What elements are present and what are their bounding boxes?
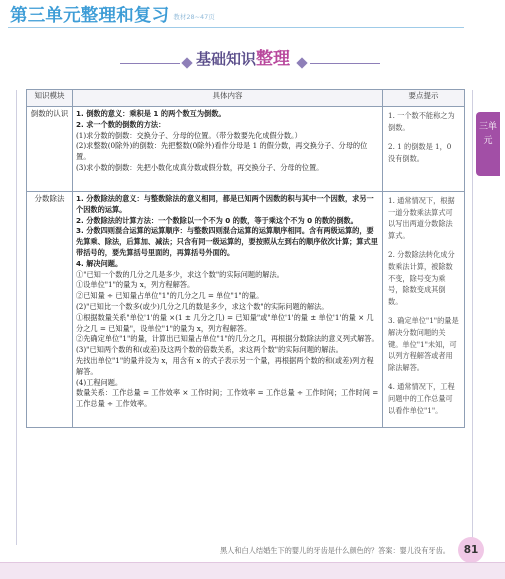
content-line: 2. 分数除法的计算方法：一个数除以一个不为 0 的数，等于乘这个不为 0 的数的倒数。 xyxy=(76,215,358,225)
content-line: 1. 分数除法的意义：与整数除法的意义相同，都是已知两个因数的积与其中一个因数，求另一个因数的运算。 xyxy=(76,194,374,214)
unit-title: 第三单元整理和复习 xyxy=(10,6,170,26)
content-cell xyxy=(73,107,383,192)
content-line: (2)求整数(0除外)的倒数：先把整数(0除外)看作分母是 1 的假分数，再交换分子、分母的位置。 xyxy=(76,141,368,162)
banner-diamond-left xyxy=(181,57,192,68)
tip-item: 2. 分数除法转化成分数乘法计算，被除数不变，除号变为乘号，除数变成其倒数。 xyxy=(388,250,455,306)
module-name: 分数除法 xyxy=(27,192,73,428)
header-module: 知识模块 xyxy=(27,90,73,107)
banner-diamond-right xyxy=(296,57,307,68)
section-title-main: 基础知识 xyxy=(196,50,257,68)
content-line: (1)求分数的倒数：交换分子、分母的位置。（带分数要先化成假分数。） xyxy=(76,130,302,140)
tips-cell xyxy=(383,192,465,428)
table-row xyxy=(27,107,465,192)
tip-item: 1. 通常情况下，根据一道分数乘法算式可以写出两道分数除法算式。 xyxy=(388,196,455,240)
tips-cell xyxy=(383,107,465,192)
header-content: 具体内容 xyxy=(73,90,383,107)
unit-side-tab: 三单元 xyxy=(476,112,500,176)
module-name: 倒数的认识 xyxy=(27,107,73,192)
content-line: 3. 分数四则混合运算的运算顺序：与整数四则混合运算的运算顺序相同。含有两级运算的，要先算乘、除法，后算加、减法；只含有同一级运算的，要按照从左到右的顺序依次计算；算式里带括号的，要先算括号里面的，再算括号外面的。 xyxy=(76,226,378,257)
content-line: ①根据数量关系"单位'1'的量 ×(1 ± 几分之几) = 已知量"或"单位'1'的量 ± 单位'1'的量 × 几分之几 = 已知量"，设单位"1"的量为 x，列方程解答。 xyxy=(76,312,374,333)
page-margin-line-left xyxy=(16,90,17,545)
tip-item: 1. 一个数不能称之为倒数。 xyxy=(388,111,455,132)
content-line: (3)求小数的倒数：先把小数化成真分数或假分数，再交换分子、分母的位置。 xyxy=(76,162,324,172)
table-header-row xyxy=(27,90,465,107)
knowledge-table xyxy=(26,89,465,428)
content-line: ②先确定单位"1"的量，计算出已知量占单位"1"的几分之几，再根据分数除法的意义列式解答。 xyxy=(76,334,379,344)
content-line: 先找出单位"1"的量并设为 x，用含有 x 的式子表示另一个量，再根据两个数的和(或差)列方程解答。 xyxy=(76,355,374,376)
tip-item: 3. 确定单位"1"的量是解决分数问题的关键。单位"1"未知，可以列方程解答或者用除法解答。 xyxy=(388,316,459,372)
header-tips: 要点提示 xyxy=(383,90,465,107)
header-divider xyxy=(8,27,464,28)
page-number: 81 xyxy=(458,537,484,563)
unit-header xyxy=(10,2,215,26)
section-title xyxy=(196,47,290,71)
content-cell xyxy=(73,192,383,428)
tip-item: 2. 1 的倒数是 1，0 没有倒数。 xyxy=(388,142,452,163)
content-line: (3)"已知两个数的和(或差)及这两个数的倍数关系，求这两个数"的实际问题的解法。 xyxy=(76,345,343,355)
content-line: 2. 求一个数的倒数的方法： xyxy=(76,119,166,129)
content-line: ①"已知一个数的几分之几是多少，求这个数"的实际问题的解法。 xyxy=(76,269,284,279)
footer-riddle: 黑人和白人结婚生下的婴儿的牙齿是什么颜色的？答案：婴儿没有牙齿。 xyxy=(219,546,450,555)
page-reference: 教材28~47页 xyxy=(173,13,215,21)
content-line: ②已知量 ÷ 已知量占单位"1"的几分之几 = 单位"1"的量。 xyxy=(76,291,264,301)
footer-decoration xyxy=(0,562,505,579)
content-line: (2)"已知比一个数多(或少)几分之几的数是多少，求这个数"的实际问题的解法。 xyxy=(76,301,329,311)
table-row xyxy=(27,192,465,428)
banner-line-right xyxy=(310,63,380,64)
banner-line-left xyxy=(120,63,180,64)
content-line: 数量关系：工作总量 = 工作效率 × 工作时间；工作效率 = 工作总量 ÷ 工作时间；工作时间 = 工作总量 ÷ 工作效率。 xyxy=(76,388,379,409)
content-line: 4. 解决问题。 xyxy=(76,258,123,268)
content-line: 1. 倒数的意义：乘积是 1 的两个数互为倒数。 xyxy=(76,109,226,118)
tip-item: 4. 通常情况下，工程问题中的工作总量可以看作单位"1"。 xyxy=(388,382,455,415)
content-line: (4)工程问题。 xyxy=(76,377,123,387)
section-title-highlight: 整理 xyxy=(256,49,291,69)
section-banner xyxy=(0,46,505,72)
content-line: ①设单位"1"的量为 x，列方程解答。 xyxy=(76,280,195,290)
page-margin-line-right xyxy=(472,90,473,545)
